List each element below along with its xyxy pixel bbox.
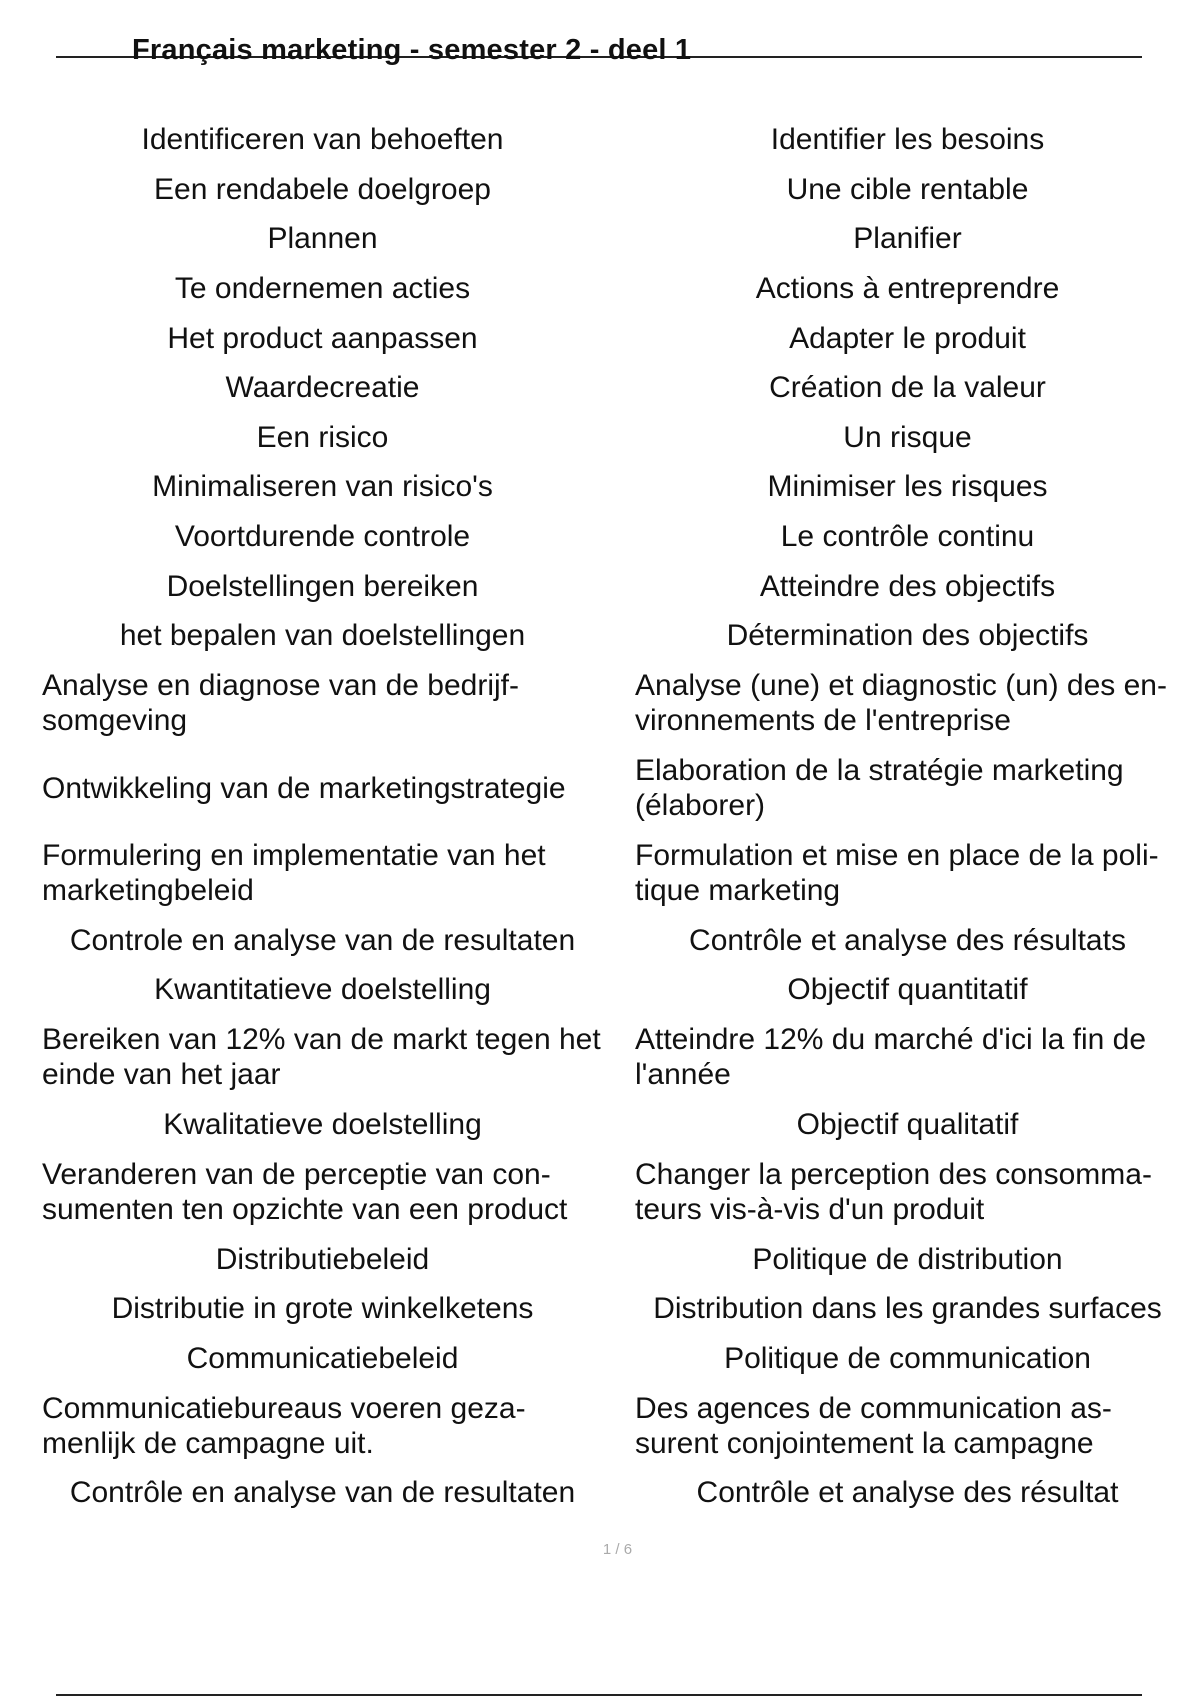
french-term: Changer la perception des consomma-teurs vis-à-vis d'un produit xyxy=(635,1157,1152,1226)
french-term: Contrôle et analyse des résultat xyxy=(696,1476,1119,1510)
table-row xyxy=(30,831,1200,916)
french-term: Analyse (une) et diagnostic (un) des en-vironnements de l'entreprise xyxy=(635,669,1167,738)
table-row xyxy=(30,1100,1200,1150)
dutch-term: Distributiebeleid xyxy=(215,1242,430,1276)
table-row xyxy=(30,363,1200,413)
french-term: Minimiser les risques xyxy=(767,470,1048,504)
french-term: Identifier les besoins xyxy=(770,123,1045,157)
dutch-term: Bereiken van 12% van de markt tegen het einde van het jaar xyxy=(42,1023,601,1092)
footer-rule xyxy=(56,1694,1142,1696)
french-term: Le contrôle continu xyxy=(780,520,1035,554)
french-term: Contrôle et analyse des résultats xyxy=(689,923,1126,957)
dutch-term: Controle en analyse van de resultaten xyxy=(69,923,576,957)
french-term: Distribution dans les grandes surfaces xyxy=(653,1292,1162,1326)
dutch-term: Een rendabele doelgroep xyxy=(154,172,491,206)
french-term: Atteindre 12% du marché d'ici la fin de l'année xyxy=(635,1023,1147,1092)
vocabulary-table xyxy=(30,115,1200,1518)
table-row xyxy=(30,965,1200,1015)
table-row xyxy=(30,1015,1200,1100)
dutch-term: Ontwikkeling van de marketingstrategie xyxy=(42,771,566,805)
dutch-term: Minimaliseren van risico's xyxy=(152,470,493,504)
table-row xyxy=(30,661,1200,746)
dutch-term: Analyse en diagnose van de bedrijf-somgeving xyxy=(42,669,519,738)
table-row xyxy=(30,1149,1200,1234)
french-term: Une cible rentable xyxy=(786,172,1029,206)
french-term: Atteindre des objectifs xyxy=(759,569,1056,603)
french-term: Détermination des objectifs xyxy=(726,619,1089,653)
table-row xyxy=(30,413,1200,463)
table-row xyxy=(30,165,1200,215)
dutch-term: Plannen xyxy=(267,222,378,256)
dutch-term: Te ondernemen acties xyxy=(174,272,471,306)
french-term: Actions à entreprendre xyxy=(755,272,1060,306)
table-row xyxy=(30,313,1200,363)
dutch-term: Waardecreatie xyxy=(225,371,420,405)
dutch-term: Een risico xyxy=(256,420,389,454)
dutch-term: Doelstellingen bereiken xyxy=(166,569,479,603)
french-term: Planifier xyxy=(853,222,962,256)
table-row xyxy=(30,1334,1200,1384)
french-term: Un risque xyxy=(843,420,972,454)
page-number: 1 / 6 xyxy=(602,1541,633,1558)
table-row xyxy=(30,916,1200,966)
french-term: Objectif qualitatif xyxy=(796,1108,1019,1142)
table-row xyxy=(30,214,1200,264)
document-title: Français marketing - semester 2 - deel 1 xyxy=(132,34,692,66)
table-row xyxy=(30,264,1200,314)
dutch-term: Kwantitatieve doelstelling xyxy=(154,973,491,1007)
dutch-term: Communicatiebureaus voeren geza-menlijk de campagne uit. xyxy=(42,1391,526,1460)
dutch-term: Voortdurende controle xyxy=(174,520,471,554)
table-row xyxy=(30,512,1200,562)
french-term: Formulation et mise en place de la poli-tique marketing xyxy=(635,839,1159,908)
french-term: Objectif quantitatif xyxy=(787,973,1028,1007)
table-row xyxy=(30,1468,1200,1518)
dutch-term: Identificeren van behoeften xyxy=(141,123,504,157)
table-row xyxy=(30,1284,1200,1334)
french-term: Création de la valeur xyxy=(769,371,1046,405)
table-row xyxy=(30,462,1200,512)
dutch-term: Het product aanpassen xyxy=(167,321,478,355)
dutch-term: Contrôle en analyse van de resultaten xyxy=(69,1476,576,1510)
table-row xyxy=(30,115,1200,165)
dutch-term: het bepalen van doelstellingen xyxy=(119,619,526,653)
french-term: Politique de communication xyxy=(724,1341,1091,1375)
table-row xyxy=(30,746,1200,831)
french-term: Politique de distribution xyxy=(752,1242,1063,1276)
french-term: Elaboration de la stratégie marketing (élaborer) xyxy=(635,754,1124,823)
table-row xyxy=(30,611,1200,661)
french-term: Adapter le produit xyxy=(789,321,1026,355)
dutch-term: Kwalitatieve doelstelling xyxy=(163,1108,482,1142)
french-term: Des agences de communication as-surent conjointement la campagne xyxy=(635,1391,1112,1460)
dutch-term: Veranderen van de perceptie van con-sumenten ten opzichte van een product xyxy=(42,1157,568,1226)
dutch-term: Distributie in grote winkelketens xyxy=(111,1292,534,1326)
table-row xyxy=(30,561,1200,611)
dutch-term: Formulering en implementatie van het marketingbeleid xyxy=(42,839,546,908)
table-row xyxy=(30,1234,1200,1284)
dutch-term: Communicatiebeleid xyxy=(186,1341,459,1375)
table-row xyxy=(30,1383,1200,1468)
